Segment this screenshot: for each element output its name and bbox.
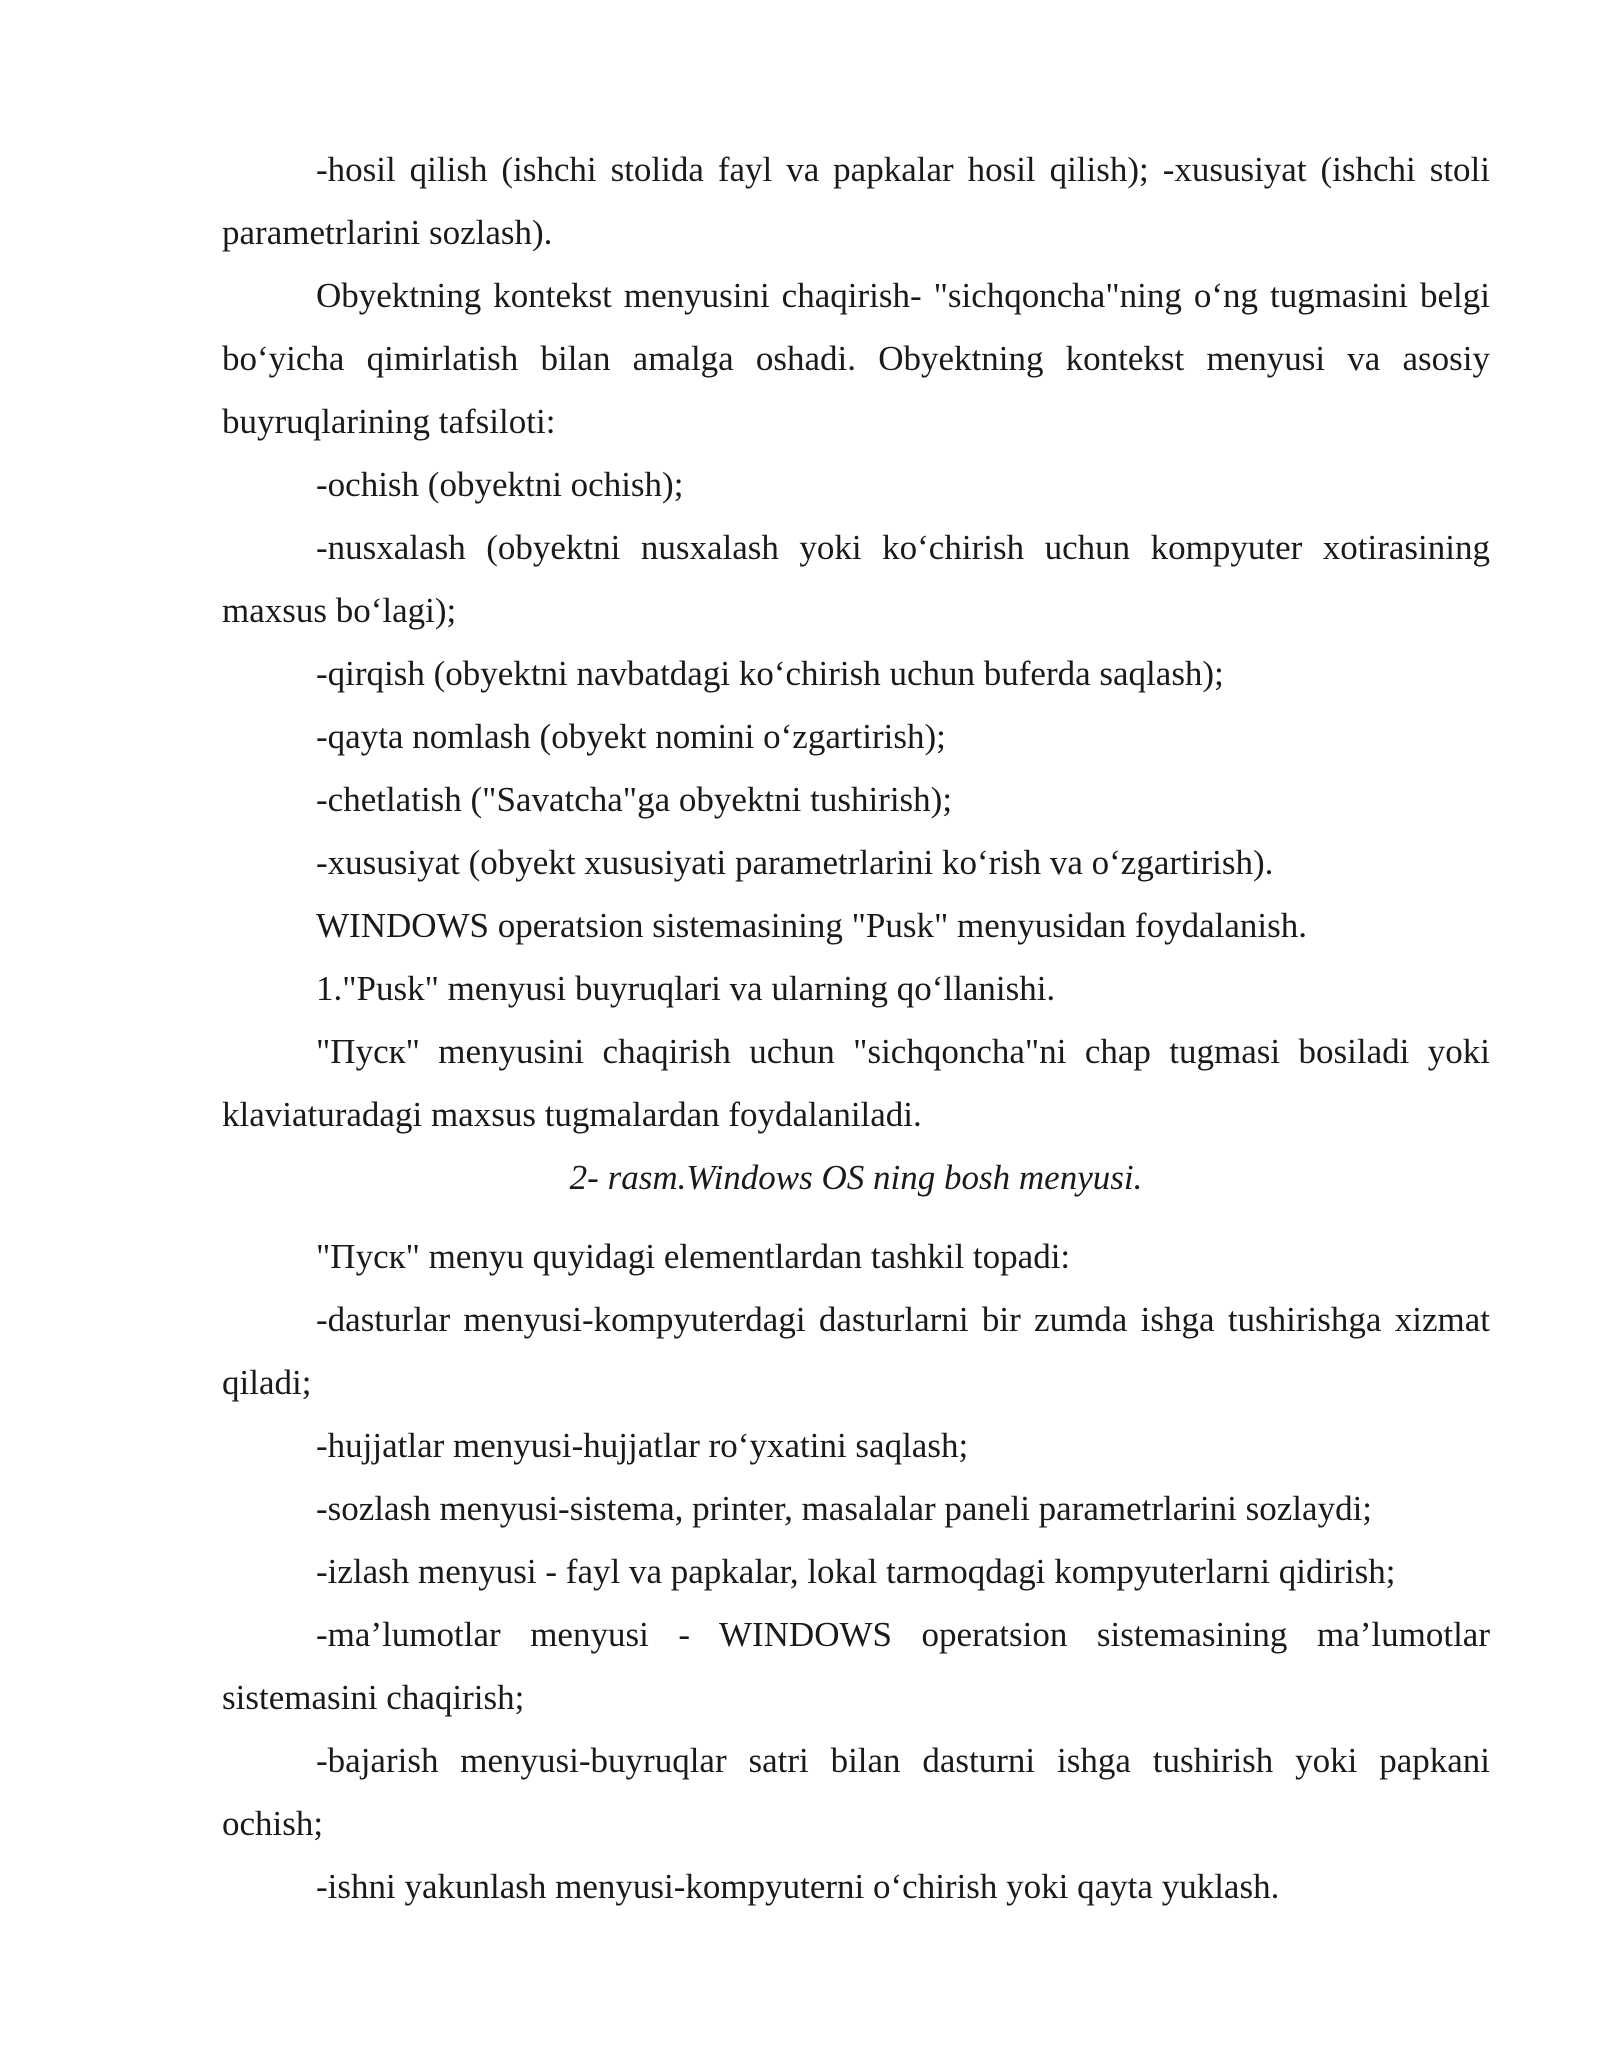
section-heading-pusk: WINDOWS operatsion sistemasining "Pusk" menyusidan foydalanish. — [316, 906, 1307, 945]
subsection-heading-pusk-buyruqlari: 1."Pusk" menyusi buyruqlari va ularning qo‘llanishi. — [316, 969, 1056, 1008]
paragraph-pusk-elementlar: "Пуск" menyu quyidagi elementlardan tashkil topadi: — [316, 1237, 1071, 1276]
list-item-nusxalash: -nusxalash (obyektni nusxalash yoki ko‘chirish uchun kompyuter xotirasining maxsus bo‘lagi); — [222, 528, 1490, 630]
paragraph-pusk-chaqirish: "Пуск" menyusini chaqirish uchun "sichqoncha"ni chap tugmasi bosiladi yoki klaviaturadagi maxsus tugmalardan foydalaniladi. — [222, 1032, 1490, 1134]
list-item-xususiyat: -xususiyat (obyekt xususiyati parametrlarini ko‘rish va o‘zgartirish). — [316, 843, 1274, 882]
list-item-ishni-yakunlash: -ishni yakunlash menyusi-kompyuterni o‘chirish yoki qayta yuklash. — [316, 1867, 1280, 1906]
list-item-hujjatlar: -hujjatlar menyusi-hujjatlar ro‘yxatini saqlash; — [316, 1426, 969, 1465]
list-item-malumotlar: -ma’lumotlar menyusi - WINDOWS operatsion sistemasining ma’lumotlar sistemasini chaqirish; — [222, 1615, 1490, 1717]
list-item-sozlash: -sozlash menyusi-sistema, printer, masalalar paneli parametrlarini sozlaydi; — [316, 1489, 1373, 1528]
list-item-qirqish: -qirqish (obyektni navbatdagi ko‘chirish uchun buferda saqlash); — [316, 654, 1224, 693]
paragraph-kontekst-menyu: Obyektning kontekst menyusini chaqirish- "sichqoncha"ning o‘ng tugmasini belgi bo‘yicha qimirlatish bilan amalga oshadi. Obyektning kontekst menyusi va asosiy buyruqlarining tafsiloti: — [222, 276, 1490, 441]
document-page — [222, 138, 1490, 1918]
list-item-chetlatish: -chetlatish ("Savatcha"ga obyektni tushirish); — [316, 780, 953, 819]
list-item-ochish: -ochish (obyektni ochish); — [316, 465, 684, 504]
list-item-qayta-nomlash: -qayta nomlash (obyekt nomini o‘zgartirish); — [316, 717, 946, 756]
figure-caption: 2- rasm.Windows OS ning bosh menyusi. — [569, 1158, 1143, 1197]
list-item-izlash: -izlash menyusi - fayl va papkalar, lokal tarmoqdagi kompyuterlarni qidirish; — [316, 1552, 1396, 1591]
list-item-dasturlar: -dasturlar menyusi-kompyuterdagi dasturlarni bir zumda ishga tushirishga xizmat qiladi; — [222, 1300, 1490, 1402]
paragraph-hosil-qilish: -hosil qilish (ishchi stolida fayl va papkalar hosil qilish); -xususiyat (ishchi stoli parametrlarini sozlash). — [222, 150, 1490, 252]
list-item-bajarish: -bajarish menyusi-buyruqlar satri bilan dasturni ishga tushirish yoki papkani ochish; — [222, 1741, 1490, 1843]
